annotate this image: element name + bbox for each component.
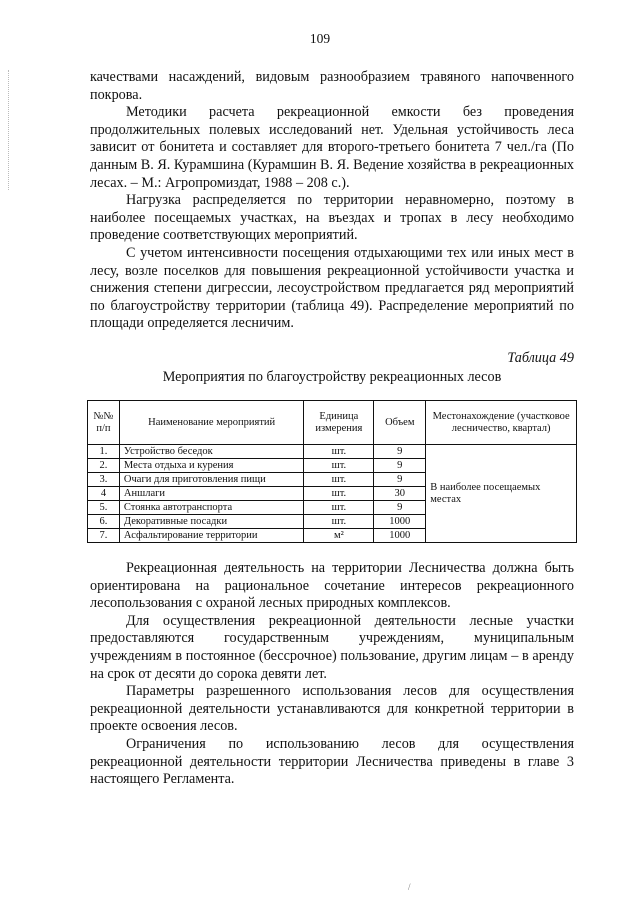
row-volume: 30 [374,487,426,501]
paragraph: Рекреационная деятельность на территории Лесничества должна быть ориентирована на рациональное сочетание интересов рекреационного лесопользования с охраной лесных природных комплексов. [90,560,574,612]
row-number: 7. [88,529,120,543]
header-name: Наименование мероприятий [119,401,304,445]
row-number: 2. [88,459,120,473]
row-number: 3. [88,473,120,487]
row-number: 6. [88,515,120,529]
row-number: 5. [88,501,120,515]
header-location: Местонахождение (участковое лесничество, квартал) [426,401,577,445]
header-number: №№ п/п [88,401,120,445]
text-block-bottom [90,560,574,789]
scan-mark: / [408,882,411,892]
row-number: 1. [88,445,120,459]
paragraph: Нагрузка распределяется по территории неравномерно, поэтому в наиболее посещаемых участках, на въездах и тропах в лесу необходимо проведение соответствующих мероприятий. [90,192,574,244]
header-unit: Единица измерения [304,401,374,445]
row-unit: шт. [304,473,374,487]
row-unit: шт. [304,445,374,459]
row-volume: 9 [374,459,426,473]
paragraph: Для осуществления рекреационной деятельности лесные участки предоставляются государственным учреждениям, муниципальным учреждениям в постоянное (бессрочное) пользование, другим лицам – в аренду на срок от десяти до сорока девяти лет. [90,612,574,682]
paragraph: качествами насаждений, видовым разнообразием травяного напочвенного покрова. [90,69,574,103]
row-unit: шт. [304,515,374,529]
table-header-row [88,401,577,445]
row-volume: 1000 [374,515,426,529]
header-volume: Объем [374,401,426,445]
row-number: 4 [88,487,120,501]
paragraph: Параметры разрешенного использования лесов для осуществления рекреационной деятельности устанавливаются для конкретной территории в проекте освоения лесов. [90,683,574,735]
row-name: Стоянка автотранспорта [119,501,304,515]
row-volume: 9 [374,445,426,459]
page-number: 109 [309,31,331,46]
row-name: Очаги для приготовления пищи [119,473,304,487]
row-volume: 1000 [374,529,426,543]
table-row [88,445,577,459]
binding-margin-line [8,70,10,190]
measures-table [87,400,577,543]
row-volume: 9 [374,501,426,515]
text-block-top [90,69,574,333]
paragraph: С учетом интенсивности посещения отдыхающими тех или иных мест в лесу, возле поселков для повышения рекреационной устойчивости участка и снижения степени дигрессии, лесоустройством предлагается ряд мероприятий по благоустройству территории (таблица 49). Распределение мероприятий по площади определяется лесничим. [90,244,574,332]
location-cell: В наиболее посещаемых местах [426,445,577,543]
row-unit: шт. [304,459,374,473]
row-name: Устройство беседок [119,445,304,459]
paragraph: Методики расчета рекреационной емкости без проведения продолжительных полевых исследований нет. Удельная устойчивость леса зависит от бонитета и составляет для второго-третьего бонитета 7 чел./га (По данным В. Я. Курамшина (Курамшин В. Я. Ведение хозяйства в рекреационных лесах. – М.: Агропромиздат, 1988 – 208 с.). [90,104,574,191]
table-title: Мероприятия по благоустройству рекреационных лесов [162,369,502,385]
row-volume: 9 [374,473,426,487]
row-unit: шт. [304,487,374,501]
paragraph: Ограничения по использованию лесов для осуществления рекреационной деятельности территории Лесничества приведены в главе 3 настоящего Регламента. [90,735,574,788]
row-name: Места отдыха и курения [119,459,304,473]
row-unit: м² [304,529,374,543]
row-name: Асфальтирование территории [119,529,304,543]
row-name: Аншлаги [119,487,304,501]
table-label: Таблица 49 [507,350,574,366]
row-unit: шт. [304,501,374,515]
row-name: Декоративные посадки [119,515,304,529]
